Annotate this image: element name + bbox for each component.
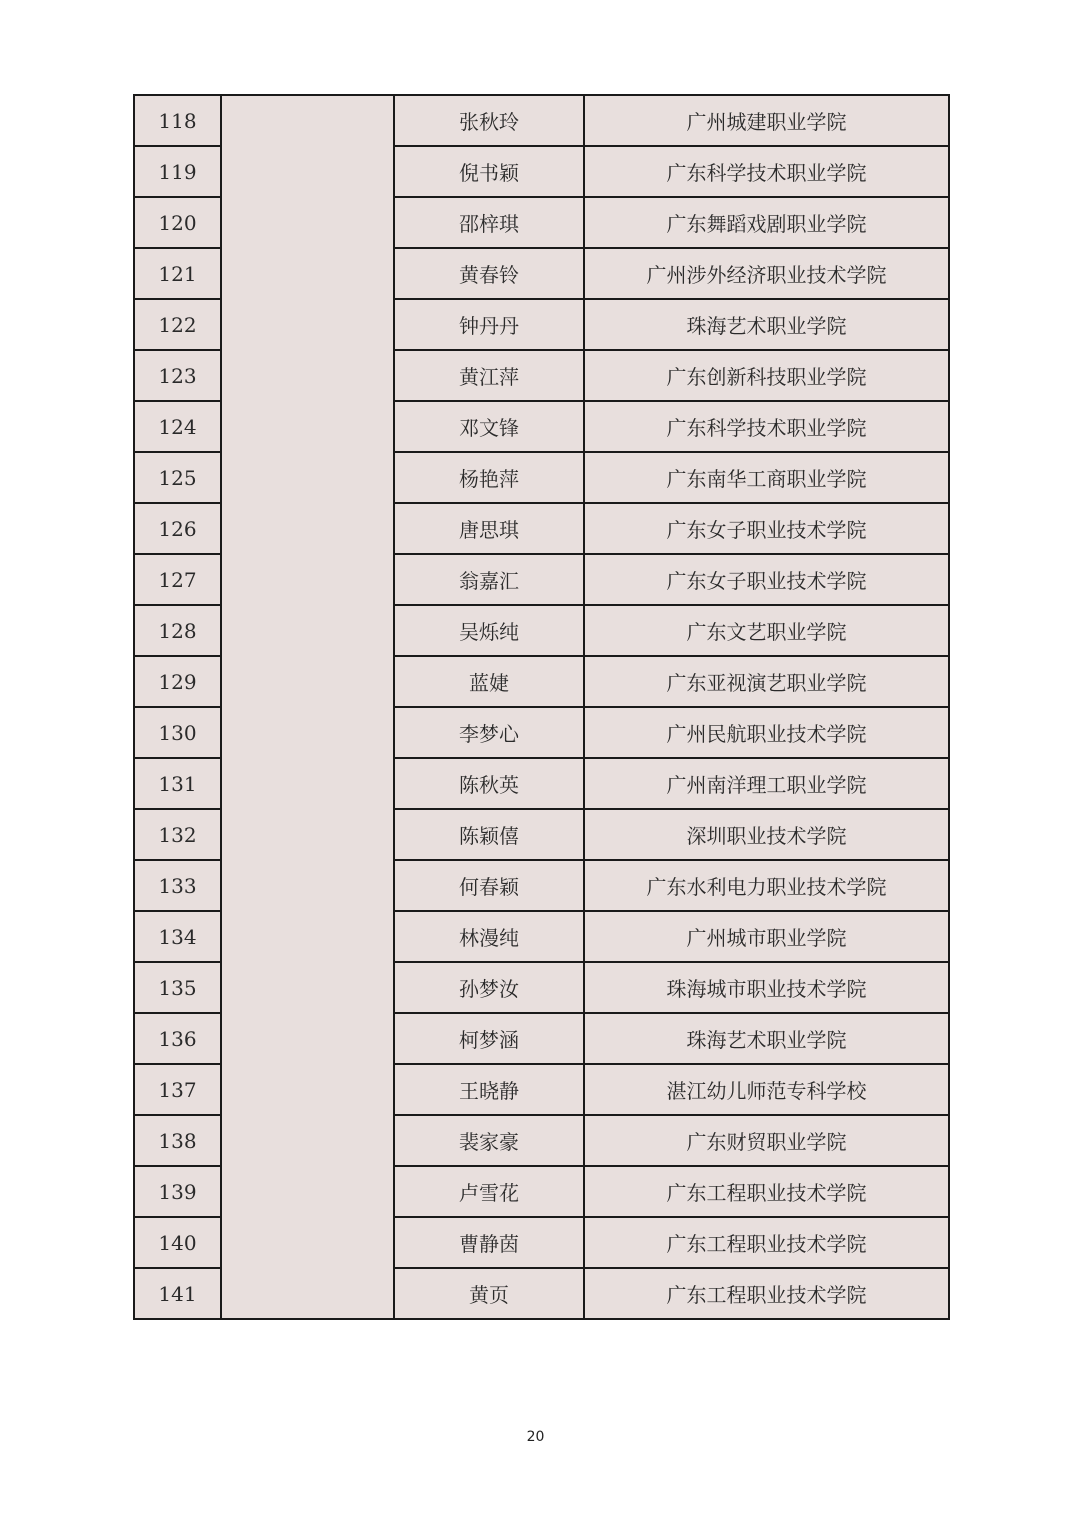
school-name-cell: 珠海艺术职业学院 <box>584 1013 949 1064</box>
school-name-cell: 珠海艺术职业学院 <box>584 299 949 350</box>
person-name-cell: 何春颖 <box>394 860 584 911</box>
person-name-cell: 翁嘉汇 <box>394 554 584 605</box>
person-name-cell: 王晓静 <box>394 1064 584 1115</box>
row-number-cell: 119 <box>134 146 221 197</box>
row-number-cell: 125 <box>134 452 221 503</box>
person-name-cell: 林漫纯 <box>394 911 584 962</box>
school-name-cell: 广州涉外经济职业技术学院 <box>584 248 949 299</box>
school-name-cell: 广东创新科技职业学院 <box>584 350 949 401</box>
row-number-cell: 124 <box>134 401 221 452</box>
row-number-cell: 127 <box>134 554 221 605</box>
person-name-cell: 黄页 <box>394 1268 584 1319</box>
roster-table-body <box>134 95 949 1319</box>
school-name-cell: 广东亚视演艺职业学院 <box>584 656 949 707</box>
person-name-cell: 倪书颖 <box>394 146 584 197</box>
person-name-cell: 杨艳萍 <box>394 452 584 503</box>
row-number-cell: 136 <box>134 1013 221 1064</box>
school-name-cell: 广东女子职业技术学院 <box>584 503 949 554</box>
roster-table-container <box>133 94 948 1320</box>
school-name-cell: 广东文艺职业学院 <box>584 605 949 656</box>
row-number-cell: 141 <box>134 1268 221 1319</box>
person-name-cell: 孙梦汝 <box>394 962 584 1013</box>
row-number-cell: 131 <box>134 758 221 809</box>
school-name-cell: 珠海城市职业技术学院 <box>584 962 949 1013</box>
row-number-cell: 135 <box>134 962 221 1013</box>
merged-category-cell <box>221 95 394 1319</box>
page-number: 20 <box>526 1429 545 1445</box>
person-name-cell: 邵梓琪 <box>394 197 584 248</box>
school-name-cell: 广东财贸职业学院 <box>584 1115 949 1166</box>
school-name-cell: 广东科学技术职业学院 <box>584 146 949 197</box>
roster-table <box>133 94 950 1320</box>
school-name-cell: 广州城建职业学院 <box>584 95 949 146</box>
school-name-cell: 广州城市职业学院 <box>584 911 949 962</box>
person-name-cell: 张秋玲 <box>394 95 584 146</box>
row-number-cell: 137 <box>134 1064 221 1115</box>
school-name-cell: 广东南华工商职业学院 <box>584 452 949 503</box>
table-row <box>134 95 949 146</box>
person-name-cell: 黄江萍 <box>394 350 584 401</box>
school-name-cell: 广东工程职业技术学院 <box>584 1217 949 1268</box>
row-number-cell: 129 <box>134 656 221 707</box>
person-name-cell: 唐思琪 <box>394 503 584 554</box>
school-name-cell: 广州民航职业技术学院 <box>584 707 949 758</box>
school-name-cell: 广东工程职业技术学院 <box>584 1166 949 1217</box>
person-name-cell: 陈颖僖 <box>394 809 584 860</box>
person-name-cell: 钟丹丹 <box>394 299 584 350</box>
school-name-cell: 广东舞蹈戏剧职业学院 <box>584 197 949 248</box>
school-name-cell: 湛江幼儿师范专科学校 <box>584 1064 949 1115</box>
row-number-cell: 139 <box>134 1166 221 1217</box>
person-name-cell: 卢雪花 <box>394 1166 584 1217</box>
school-name-cell: 广东工程职业技术学院 <box>584 1268 949 1319</box>
person-name-cell: 曹静茵 <box>394 1217 584 1268</box>
row-number-cell: 122 <box>134 299 221 350</box>
row-number-cell: 128 <box>134 605 221 656</box>
person-name-cell: 黄春铃 <box>394 248 584 299</box>
school-name-cell: 广州南洋理工职业学院 <box>584 758 949 809</box>
row-number-cell: 120 <box>134 197 221 248</box>
row-number-cell: 118 <box>134 95 221 146</box>
person-name-cell: 蓝婕 <box>394 656 584 707</box>
person-name-cell: 裴家豪 <box>394 1115 584 1166</box>
row-number-cell: 140 <box>134 1217 221 1268</box>
row-number-cell: 138 <box>134 1115 221 1166</box>
row-number-cell: 134 <box>134 911 221 962</box>
row-number-cell: 130 <box>134 707 221 758</box>
row-number-cell: 132 <box>134 809 221 860</box>
person-name-cell: 吴烁纯 <box>394 605 584 656</box>
school-name-cell: 广东水利电力职业技术学院 <box>584 860 949 911</box>
row-number-cell: 126 <box>134 503 221 554</box>
person-name-cell: 柯梦涵 <box>394 1013 584 1064</box>
school-name-cell: 深圳职业技术学院 <box>584 809 949 860</box>
row-number-cell: 133 <box>134 860 221 911</box>
row-number-cell: 123 <box>134 350 221 401</box>
school-name-cell: 广东科学技术职业学院 <box>584 401 949 452</box>
school-name-cell: 广东女子职业技术学院 <box>584 554 949 605</box>
person-name-cell: 邓文锋 <box>394 401 584 452</box>
person-name-cell: 陈秋英 <box>394 758 584 809</box>
row-number-cell: 121 <box>134 248 221 299</box>
person-name-cell: 李梦心 <box>394 707 584 758</box>
